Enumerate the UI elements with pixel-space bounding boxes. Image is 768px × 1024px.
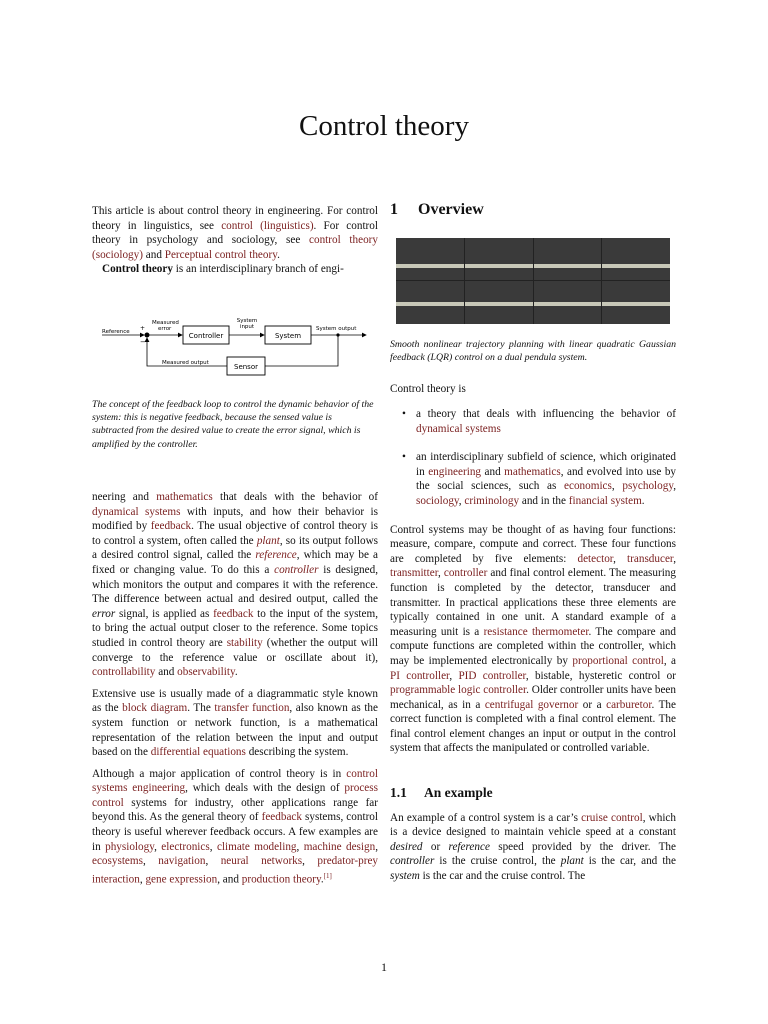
text: , a bbox=[663, 654, 676, 667]
text: and in the bbox=[519, 494, 569, 507]
term-bold: Control theory bbox=[102, 263, 173, 276]
photo-caption: Smooth nonlinear trajectory planning with linear quadratic Gaussian feedback (LQR) control on a dual pendula system. bbox=[390, 339, 676, 364]
text: , bbox=[139, 873, 146, 886]
text: systems, control theory is useful wherever feedback occurs. A few examples are in bbox=[92, 811, 378, 853]
link-navigation[interactable]: navigation bbox=[158, 855, 206, 868]
text: , bbox=[142, 855, 159, 868]
text: is the cruise control, the bbox=[434, 855, 561, 868]
text: with inputs, and how their behavior is modified by bbox=[92, 505, 378, 533]
hatnote-text: . For control theory in psychology and sociology, see bbox=[92, 219, 378, 247]
text: is the car and the cruise control. The bbox=[419, 870, 586, 883]
text: , and evolved into use by the social sciences, such as bbox=[416, 465, 677, 493]
text: . The compare and compute functions are completed within the controller, which may be implemented electronically by bbox=[390, 625, 676, 667]
link-feedback-3[interactable]: feedback bbox=[261, 811, 302, 824]
citation-1[interactable]: [1] bbox=[323, 871, 332, 880]
frame-divider bbox=[533, 238, 534, 324]
link-differential-equations[interactable]: differential equations bbox=[150, 746, 246, 759]
link-machine-design[interactable]: machine design bbox=[303, 840, 376, 853]
text: . The usual objective of control theory is to control a system, often called the bbox=[92, 520, 378, 547]
text: , also known as the system function or network function, is a mathematical representation of the relation between the input and output based on the bbox=[92, 702, 378, 759]
link-sociology[interactable]: sociology bbox=[416, 494, 459, 507]
list-item bbox=[390, 450, 676, 508]
link-dynamical-systems[interactable]: dynamical systems bbox=[92, 505, 181, 518]
link-pi-controller[interactable]: PI controller bbox=[390, 669, 450, 682]
link-resistance-thermometer[interactable]: resistance thermometer bbox=[483, 625, 589, 638]
link-climate-modeling[interactable]: climate modeling bbox=[216, 840, 297, 853]
link-mathematics-2[interactable]: mathematics bbox=[504, 465, 561, 478]
link-plant[interactable]: plant bbox=[256, 534, 280, 547]
link-psychology[interactable]: psychology bbox=[622, 480, 674, 493]
link-criminology[interactable]: criminology bbox=[464, 494, 520, 507]
text: and bbox=[155, 666, 178, 679]
link-controller-2[interactable]: controller bbox=[443, 567, 488, 580]
text: . Older controller units have been mechanical, as in a bbox=[390, 684, 676, 711]
text: and bbox=[481, 465, 505, 478]
text: , which deals with the design of bbox=[185, 782, 345, 795]
link-transfer-function[interactable]: transfer function bbox=[214, 702, 290, 715]
right-column bbox=[390, 200, 676, 884]
text: , bbox=[302, 855, 318, 868]
text: , bbox=[449, 669, 459, 682]
link-process-control[interactable]: process control bbox=[92, 782, 378, 809]
link-gene-expression[interactable]: gene expression bbox=[145, 873, 218, 886]
label-measured-output: Measured output bbox=[162, 360, 209, 366]
subsection-number: 1.1 bbox=[390, 785, 407, 801]
text: . The correct function is completed with a final control element. The final control element changes an input or output in the control system that affects the manipulated or controlled variable. bbox=[390, 698, 676, 755]
link-pid-controller[interactable]: PID controller bbox=[458, 669, 526, 682]
link-control-theory-sociology[interactable]: control theory (sociology) bbox=[92, 234, 378, 261]
link-engineering[interactable]: engineering bbox=[428, 465, 482, 478]
overview-intro: Control theory is bbox=[390, 383, 466, 396]
subsection-title: An example bbox=[424, 785, 493, 801]
text: . bbox=[641, 494, 645, 507]
summing-junction bbox=[145, 333, 150, 338]
link-controllability[interactable]: controllability bbox=[92, 666, 156, 679]
label-sensor: Sensor bbox=[234, 363, 258, 371]
text: and final control element. The measuring function is completed by the detector, transducer and transmitter. In practical applications these three elements are typically contained in one unit. A standard example of a measuring unit is a bbox=[390, 567, 676, 638]
link-programmable-logic-controller[interactable]: programmable logic controller bbox=[390, 684, 527, 697]
link-mathematics[interactable]: mathematics bbox=[156, 491, 213, 503]
text: , bbox=[209, 840, 217, 853]
text: to the input of the system, to bring the actual output closer to the reference. Some topics studied in control theory are bbox=[92, 607, 378, 649]
frame-divider bbox=[464, 238, 465, 324]
text: . bbox=[320, 873, 324, 886]
subsection-heading-example bbox=[390, 786, 676, 801]
label-measured-error-2: error bbox=[158, 326, 172, 332]
left-column-bottom bbox=[92, 490, 378, 887]
link-predator-prey-interaction[interactable]: predator-prey interaction bbox=[92, 855, 379, 886]
term-plant: plant bbox=[560, 855, 584, 868]
hatnote-text: and bbox=[142, 248, 165, 261]
text: , bbox=[613, 552, 628, 565]
page-title: Control theory bbox=[299, 110, 469, 142]
text: , bbox=[205, 855, 221, 868]
text: , bistable, hysteretic control or bbox=[525, 669, 676, 682]
link-dynamical-systems-2[interactable]: dynamical systems bbox=[416, 422, 501, 435]
link-control-systems-engineering[interactable]: control systems engineering bbox=[92, 767, 378, 795]
link-block-diagram[interactable]: block diagram bbox=[122, 702, 188, 715]
hatnote bbox=[92, 204, 378, 262]
section-title: Overview bbox=[418, 201, 484, 218]
hatnote-text: This article is about control theory in engineering. For control theory in linguistics, see bbox=[92, 205, 378, 232]
text: , bbox=[673, 552, 676, 565]
text: Extensive use is usually made of a diagrammatic style known as the bbox=[92, 687, 378, 715]
text: an interdisciplinary subfield of science, which originated in bbox=[416, 451, 676, 478]
intro-text: is an interdisciplinary branch of engi- bbox=[172, 263, 344, 276]
page-number: 1 bbox=[381, 960, 387, 974]
intro-paragraph bbox=[92, 262, 378, 277]
section-number: 1 bbox=[390, 201, 398, 218]
text: (whether the output will converge to the reference value or oscillate about it), bbox=[92, 636, 378, 664]
frame-divider-h bbox=[396, 280, 670, 281]
term-controller: controller bbox=[390, 855, 435, 868]
text: , bbox=[154, 840, 162, 853]
link-feedback[interactable]: feedback bbox=[150, 520, 192, 533]
paragraph-block-diagram bbox=[92, 687, 378, 760]
text: , and bbox=[217, 873, 242, 886]
text: , bbox=[375, 840, 378, 853]
label-minus: − bbox=[140, 338, 146, 346]
text: , bbox=[296, 840, 304, 853]
text: , so its output follows a desired control signal, called the bbox=[92, 534, 379, 562]
label-system-input-2: input bbox=[239, 324, 255, 330]
term-system: system bbox=[390, 870, 420, 883]
term-error: error bbox=[92, 607, 116, 620]
text: . bbox=[234, 666, 238, 679]
text: An example of a control system is a car’s bbox=[390, 811, 582, 824]
text: that deals with the behavior of bbox=[212, 491, 379, 503]
link-carburetor[interactable]: carburetor bbox=[606, 698, 652, 711]
text: Although a major application of control theory is in bbox=[92, 767, 347, 780]
text: a theory that deals with influencing the behavior of bbox=[416, 408, 676, 420]
overview-list bbox=[390, 407, 676, 509]
link-electronics[interactable]: electronics bbox=[161, 840, 210, 853]
link-production-theory[interactable]: production theory bbox=[241, 873, 321, 886]
label-system-input-1: System bbox=[236, 318, 258, 324]
text: is designed, which monitors the output and compares it with the reference. The difference between actual and desired output, called the bbox=[92, 563, 378, 606]
list-item bbox=[390, 407, 676, 436]
label-reference: Reference bbox=[102, 329, 130, 335]
section-heading-overview bbox=[390, 200, 676, 220]
link-proportional-control[interactable]: proportional control bbox=[572, 654, 664, 667]
link-neural-networks[interactable]: neural networks bbox=[220, 855, 303, 868]
link-control-linguistics[interactable]: control (linguistics) bbox=[221, 219, 314, 232]
paragraph-four-functions bbox=[390, 523, 676, 757]
text: , bbox=[438, 567, 444, 580]
term-desired: desired bbox=[390, 840, 423, 853]
link-reference[interactable]: reference bbox=[255, 549, 297, 562]
diagram-caption: The concept of the feedback loop to control the dynamic behavior of the system: this is negative feedback, because the sensed value is subtracted from the desired value to create the error signal, which is amplified by the controller. bbox=[92, 399, 374, 450]
label-measured-error-1: Measured bbox=[152, 320, 179, 326]
link-observability[interactable]: observability bbox=[177, 666, 235, 679]
term-reference: reference bbox=[448, 840, 490, 853]
link-physiology[interactable]: physiology bbox=[105, 840, 155, 853]
link-financial-system[interactable]: financial system bbox=[568, 494, 642, 507]
text: , bbox=[611, 480, 623, 493]
link-ecosystems[interactable]: ecosystems bbox=[92, 855, 143, 868]
paragraph-applications bbox=[92, 767, 378, 887]
feedback-loop-diagram bbox=[92, 316, 378, 386]
label-system-output: System output bbox=[316, 326, 357, 332]
link-detector[interactable]: detector bbox=[577, 552, 614, 565]
text: or a bbox=[578, 698, 607, 711]
left-column-top bbox=[92, 204, 378, 277]
label-system: System bbox=[274, 332, 302, 340]
label-controller: Controller bbox=[188, 332, 224, 340]
text: speed provided by the driver. The bbox=[489, 840, 676, 853]
link-perceptual-control-theory[interactable]: Perceptual control theory bbox=[164, 248, 278, 261]
pendula-photo bbox=[396, 238, 670, 324]
frame-divider bbox=[601, 238, 602, 324]
link-feedback-2[interactable]: feedback bbox=[213, 607, 254, 620]
text: , bbox=[458, 494, 465, 507]
text: Control systems may be thought of as having four functions: measure, compare, compute and correct. These four functions are completed by five elements: bbox=[390, 523, 676, 565]
link-economics[interactable]: economics bbox=[564, 480, 612, 493]
text: , bbox=[673, 480, 676, 493]
link-centrifugal-governor[interactable]: centrifugal governor bbox=[484, 698, 579, 711]
paragraph-definition bbox=[92, 490, 378, 680]
text: . The bbox=[187, 702, 215, 715]
text: is the car, and the bbox=[583, 855, 676, 868]
text: describing the system. bbox=[245, 746, 349, 759]
link-transducer[interactable]: transducer bbox=[627, 552, 674, 565]
text: , which may be a fixed or changing value. To do this a bbox=[92, 549, 378, 576]
hatnote-text: . bbox=[277, 248, 280, 261]
text: systems for industry, other applications range far beyond this. As the general theory of bbox=[92, 796, 378, 824]
link-cruise-control[interactable]: cruise control bbox=[581, 811, 643, 824]
text: , which is a device designed to maintain vehicle speed at a constant bbox=[390, 811, 676, 839]
text: neering and bbox=[92, 491, 157, 503]
paragraph-example bbox=[390, 811, 676, 884]
label-plus: + bbox=[140, 325, 146, 332]
link-transmitter[interactable]: transmitter bbox=[390, 567, 439, 580]
link-controller[interactable]: controller bbox=[274, 563, 319, 576]
text: or bbox=[422, 840, 449, 853]
link-stability[interactable]: stability bbox=[226, 636, 263, 649]
text: signal, is applied as bbox=[115, 607, 214, 620]
